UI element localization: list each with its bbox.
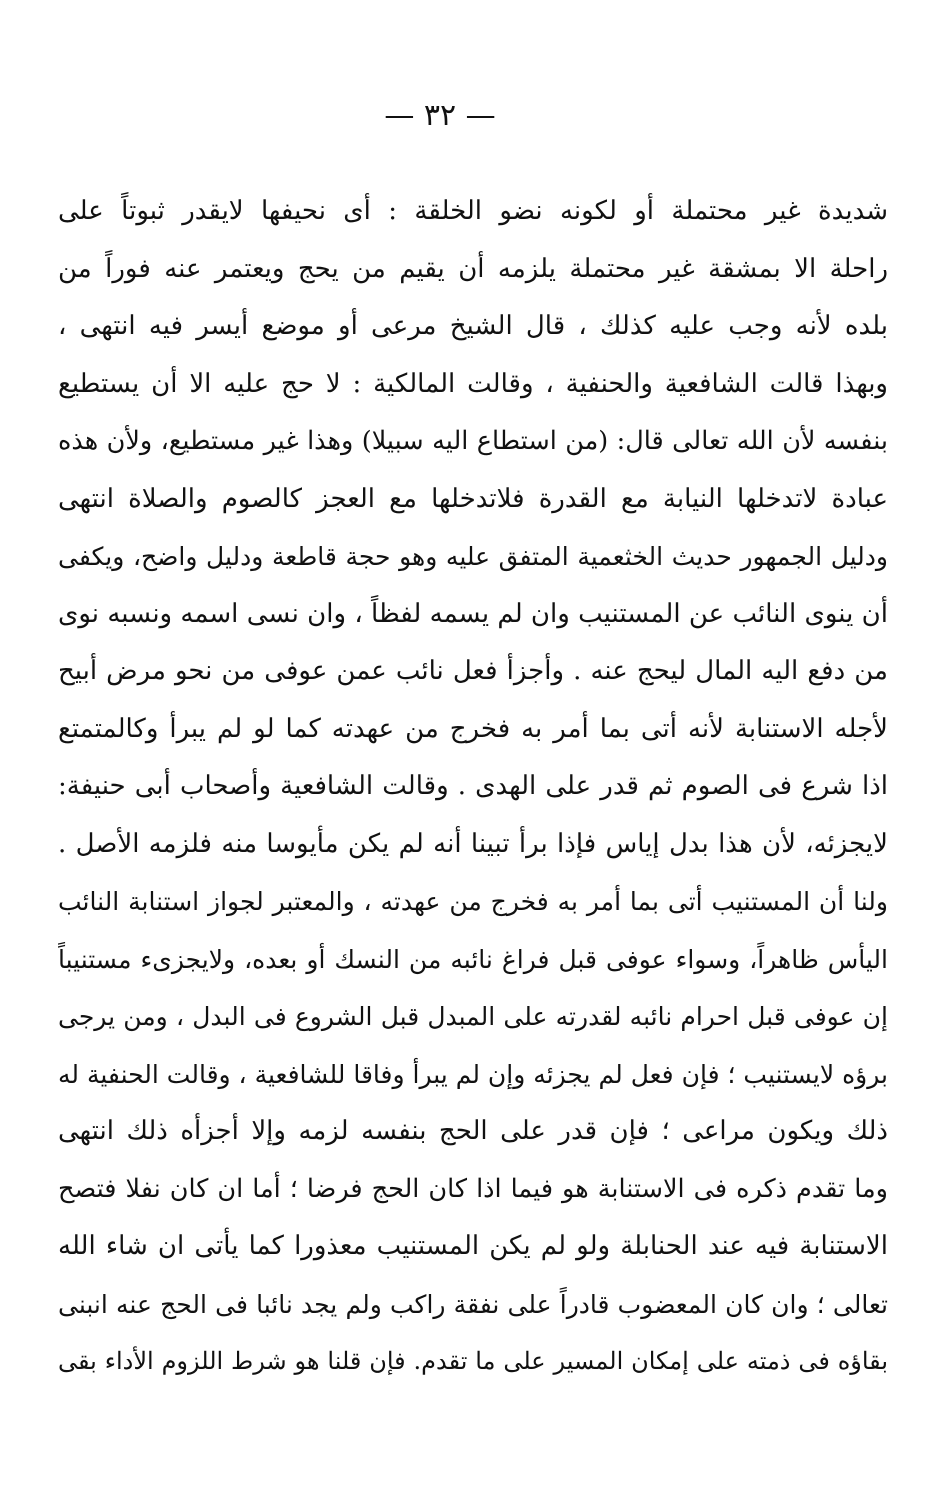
text-line: أن ينوى النائب عن المستنيب وان لم يسمه لفظاً ، وان نسى اسمه ونسبه نوى	[58, 598, 888, 629]
text-line: ذلك ويكون مراعى ؛ فإن قدر على الحج بنفسه لزمه وإلا أجزأه ذلك انتهى	[58, 1116, 888, 1146]
text-line: برؤه لايستنيب ؛ فإن فعل لم يجزئه وإن لم يبرأ وفاقا للشافعية ، وقالت الحنفية له	[58, 1059, 888, 1089]
text-line: لأجله الاستنابة لأنه أتى بما أمر به فخرج من عهدته كما لو لم يبرأ وكالمتمتع	[58, 713, 888, 744]
text-line: وبهذا قالت الشافعية والحنفية ، وقالت المالكية : لا حج عليه الا أن يستطيع	[58, 368, 888, 399]
text-line: بنفسه لأن الله تعالى قال: (من استطاع اليه سبيلا) وهذا غير مستطيع، ولأن هذه	[58, 426, 888, 456]
text-line: اليأس ظاهراً، وسواء عوفى قبل فراغ نائبه من النسك أو بعده، ولايجزىء مستنيباً	[58, 944, 888, 974]
page-number: — ٣٢ —	[384, 98, 496, 133]
text-line: لايجزئه، لأن هذا بدل إياس فإذا برأ تبينا أنه لم يكن مأيوسا منه فلزمه الأصل .	[58, 828, 888, 859]
text-line: تعالى ؛ وان كان المعضوب قادراً على نفقة راكب ولم يجد نائبا فى الحج عنه انبنى	[58, 1289, 888, 1319]
text-line: ولنا أن المستنيب أتى بما أمر به فخرج من عهدته ، والمعتبر لجواز استنابة النائب	[58, 887, 888, 916]
text-body	[58, 183, 888, 1391]
text-line: إن عوفى قبل احرام نائبه لقدرته على المبدل قبل الشروع فى البدل ، ومن يرجى	[58, 1002, 888, 1031]
text-line: شديدة غير محتملة أو لكونه نضو الخلقة : أى نحيفها لايقدر ثبوتاً على	[58, 196, 888, 226]
text-line: الاستنابة فيه عند الحنابلة ولو لم يكن المستنيب معذورا كما يأتى ان شاء الله	[58, 1231, 888, 1261]
text-line: ودليل الجمهور حديث الخثعمية المتفق عليه وهو حجة قاطعة ودليل واضح، ويكفى	[58, 542, 888, 571]
text-line: من دفع اليه المال ليحج عنه . وأجزأ فعل نائب عمن عوفى من نحو مرض أبيح	[58, 656, 888, 686]
text-line: بقاؤه فى ذمته على إمكان المسير على ما تقدم. فإن قلنا هو شرط اللزوم الأداء بقى	[58, 1347, 888, 1375]
text-line: عبادة لاتدخلها النيابة مع القدرة فلاتدخلها مع العجز كالصوم والصلاة انتهى	[58, 483, 888, 514]
text-line: بلده لأنه وجب عليه كذلك ، قال الشيخ مرعى أو موضع أيسر فيه انتهى ،	[58, 311, 888, 341]
text-line: اذا شرع فى الصوم ثم قدر على الهدى . وقالت الشافعية وأصحاب أبى حنيفة:	[58, 771, 888, 801]
text-line: راحلة الا بمشقة غير محتملة يلزمه أن يقيم من يحج ويعتمر عنه فوراً من	[58, 253, 888, 284]
text-line: وما تقدم ذكره فى الاستنابة هو فيما اذا كان الحج فرضا ؛ أما ان كان نفلا فتصح	[58, 1173, 888, 1204]
